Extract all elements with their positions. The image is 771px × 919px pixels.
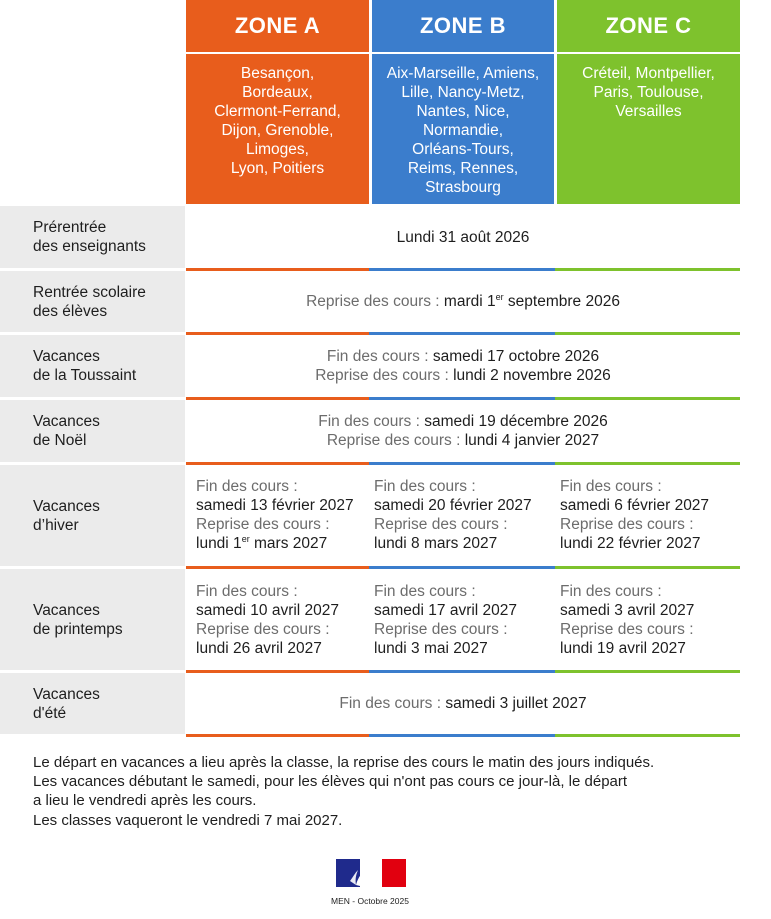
row-separator [186,734,740,737]
academy-line: Lyon, Poitiers [230,160,325,177]
marianne-logo [336,859,406,887]
row-label-line: de la Toussaint [33,367,137,384]
academy-line: Clermont-Ferrand, [214,103,341,120]
row-label-line: Vacances [33,413,100,430]
resume-date: lundi 4 janvier 2027 [464,432,600,449]
hiver-zone-b [374,477,532,553]
resume-prefix: Reprise des cours : [306,293,444,310]
printemps-zone-a [196,582,339,658]
end-date: samedi 3 juillet 2027 [445,695,587,712]
row-label-line: des enseignants [33,238,146,255]
zone-c-header: ZONE C [557,0,740,52]
end-line [327,347,599,366]
footnotes [33,753,753,830]
resume-date: lundi 22 février 2027 [560,535,701,552]
prerentree-date: Lundi 31 août 2026 [396,228,530,246]
row-label-line: Rentrée scolaire [33,283,146,301]
row-body-prerentree [186,206,740,268]
zone-c-academies [557,54,740,204]
resume-prefix: Reprise des cours : [374,516,508,533]
row-label-noel [0,400,185,462]
row-body-toussaint [186,335,740,397]
row-label-line: de Noël [33,432,87,449]
rentree-line [306,292,620,311]
academy-line: Reims, Rennes, [407,160,519,177]
row-label-line: Vacances [33,348,100,365]
end-date: samedi 17 avril 2027 [374,602,518,619]
end-date: samedi 17 octobre 2026 [432,348,600,365]
academy-line: Normandie, [422,122,504,139]
resume-prefix: Reprise des cours : [196,516,330,533]
end-prefix: Fin des cours : [339,695,446,712]
resume-line [315,366,611,385]
row-body-rentree [186,271,740,332]
row-label-line: de printemps [33,620,123,638]
academy-line: Strasbourg [425,179,501,196]
rentree-date: mardi 1 [443,293,496,310]
resume-date-part: lundi 1 [196,535,242,552]
row-label-line: d’hiver [33,516,79,534]
zone-a-header: ZONE A [186,0,369,52]
row-label-rentree [0,271,185,332]
end-date: samedi 3 avril 2027 [560,602,695,619]
row-label-line: Vacances [33,497,100,515]
end-date: samedi 6 février 2027 [560,497,710,514]
resume-date: lundi 26 avril 2027 [196,640,322,657]
resume-prefix: Reprise des cours : [196,621,330,638]
resume-date: lundi 2 novembre 2026 [453,367,611,384]
zone-b-academies [372,54,554,204]
row-label-line: Prérentrée [33,219,107,236]
hiver-zone-a [196,477,354,553]
flag-red-band [382,859,406,887]
resume-prefix: Reprise des cours : [326,432,465,449]
row-label-line: des élèves [33,302,108,320]
ordinal-sup: er [241,533,250,544]
end-prefix: Fin des cours : [560,583,662,600]
row-label-line: d'été [33,704,67,722]
row-label-line: Vacances [33,685,100,703]
end-prefix: Fin des cours : [326,348,433,365]
row-separator [186,462,740,465]
end-date: samedi 20 février 2027 [374,497,532,514]
end-date: samedi 19 décembre 2026 [424,413,608,430]
end-line [318,412,608,431]
academy-line: Créteil, Montpellier, [582,65,715,82]
academy-line: Bordeaux, [242,84,313,101]
printemps-zone-b [374,582,517,658]
academy-line: Versailles [615,103,682,120]
resume-prefix: Reprise des cours : [315,367,454,384]
academy-line: Orléans-Tours, [412,141,514,158]
academy-line: Besançon, [240,65,315,82]
row-label-hiver [0,465,185,566]
resume-prefix: Reprise des cours : [560,516,694,533]
row-label-toussaint [0,335,185,397]
end-prefix: Fin des cours : [374,583,476,600]
row-label-printemps [0,569,185,670]
academy-line: Dijon, Grenoble, [221,122,334,139]
footnote-line: a lieu le vendredi après les cours. [33,792,257,810]
hiver-zone-c [560,477,709,553]
academy-line: Nantes, Nice, [416,103,510,120]
resume-prefix: Reprise des cours : [374,621,508,638]
credit-line: MEN - Octobre 2025 [331,896,409,906]
end-prefix: Fin des cours : [560,478,662,495]
zone-a-academies [186,54,369,204]
end-prefix: Fin des cours : [196,478,298,495]
row-label-prerentree [0,206,185,268]
row-label-line: Vacances [33,601,100,619]
resume-line [327,431,599,450]
resume-prefix: Reprise des cours : [560,621,694,638]
academy-line: Aix-Marseille, Amiens, [386,65,540,82]
row-body-ete [186,673,740,734]
academy-line: Lille, Nancy-Metz, [401,84,525,101]
end-line [339,694,586,713]
footnote-line: Les classes vaqueront le vendredi 7 mai 2027. [33,811,343,829]
resume-date [196,534,354,553]
end-date: samedi 10 avril 2027 [196,602,340,619]
ordinal-sup: er [495,291,504,302]
rentree-date-rest: septembre 2026 [503,293,620,310]
end-prefix: Fin des cours : [196,583,298,600]
resume-date: lundi 3 mai 2027 [374,640,488,657]
end-prefix: Fin des cours : [318,413,425,430]
end-date: samedi 13 février 2027 [196,497,354,514]
row-separator [186,566,740,569]
printemps-zone-c [560,582,694,658]
academy-line: Paris, Toulouse, [593,84,704,101]
footnote-line: Les vacances débutant le samedi, pour les élèves qui n'ont pas cours ce jour-là, le départ [33,773,628,791]
zone-b-header: ZONE B [372,0,554,52]
end-prefix: Fin des cours : [374,478,476,495]
row-body-noel [186,400,740,462]
academy-line: Limoges, [246,141,309,158]
resume-date: lundi 8 mars 2027 [374,535,498,552]
resume-date: lundi 19 avril 2027 [560,640,686,657]
resume-date-rest: mars 2027 [249,535,328,552]
footnote-line: Le départ en vacances a lieu après la classe, la reprise des cours le matin des jours indiqués. [33,754,655,771]
row-label-ete [0,673,185,734]
